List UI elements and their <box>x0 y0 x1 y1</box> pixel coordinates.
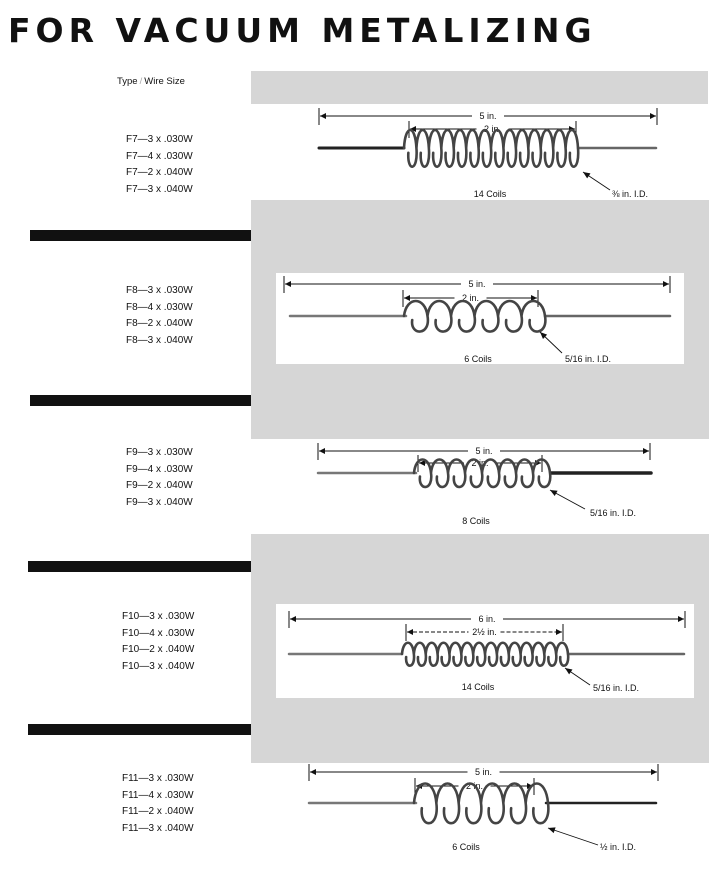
code-item: F7—2 x .040W <box>126 167 193 178</box>
filament-3-coil-dim-label: 2½ in. <box>472 627 497 637</box>
code-item: F11—4 x .030W <box>122 789 194 801</box>
filament-4-coil-count: 6 Coils <box>452 842 480 852</box>
code-item: F11—3 x .040W <box>122 822 194 834</box>
filament-2-overall-dim-arrow-left <box>319 448 325 454</box>
filament-3-coil <box>402 643 568 666</box>
filament-3-overall-dim-label: 6 in. <box>478 614 496 624</box>
code-item: F8—4 x .030W <box>126 301 193 313</box>
filament-0-inner-diameter: ⅜ in. I.D. <box>612 189 649 199</box>
code-item: F7—3 x .040W <box>126 183 193 195</box>
filament-4-inner-diameter: ½ in. I.D. <box>600 842 637 852</box>
page-title: FOR VACUUM METALIZING <box>8 11 597 50</box>
filament-1-coil-dim-arrow-left <box>404 295 410 301</box>
filament-0-overall-dim-arrow-left <box>320 113 326 119</box>
filament-2-coil-count: 8 Coils <box>462 516 490 526</box>
filament-3-id-arrowhead <box>565 668 572 674</box>
filament-3-coil-count: 14 Coils <box>461 682 495 692</box>
filament-4-id-leader <box>548 828 598 845</box>
filament-4-overall-dim-label: 5 in. <box>474 767 493 777</box>
code-item: F9—3 x .030W <box>126 447 193 458</box>
code-item: F10—3 x .030W <box>122 611 195 622</box>
code-item: F9—4 x .030W <box>126 463 193 475</box>
code-item: F9—3 x .040W <box>126 496 193 508</box>
column-header: Type / Wire Size <box>117 76 185 87</box>
code-item: F10—4 x .030W <box>122 627 195 639</box>
filament-3-coil-dim-arrow-right <box>556 629 562 635</box>
filament-1-coil-count: 6 Coils <box>464 354 492 364</box>
code-item: F8—3 x .030W <box>126 285 193 296</box>
filament-3-overall-dim-arrow-right <box>678 616 684 622</box>
filament-1-coil-dim-label: 2 in. <box>461 293 480 303</box>
filament-1-coil <box>404 301 545 332</box>
filament-1-inner-diameter: 5/16 in. I.D. <box>565 354 612 364</box>
filament-0-coil <box>404 130 578 167</box>
filament-3-inner-diameter: 5/16 in. I.D. <box>593 683 640 693</box>
code-item: F7—3 x .030W <box>126 134 193 145</box>
filament-0-coil-count: 14 Coils <box>473 189 507 199</box>
code-item: F10—3 x .040W <box>122 660 195 672</box>
filament-0-id-arrowhead <box>583 172 590 178</box>
filament-2-coil-dim-label: 2 in. <box>471 458 489 468</box>
filament-4-id-arrowhead <box>548 827 556 833</box>
filament-0-overall-dim-label: 5 in. <box>479 111 497 121</box>
filament-2-overall-dim-arrow-right <box>643 448 649 454</box>
filament-0-coil-dim-label: 2 in. <box>483 124 502 134</box>
filament-2-overall-dim-label: 5 in. <box>475 446 493 456</box>
code-item: F8—3 x .040W <box>126 334 193 346</box>
type-header: Type <box>117 76 138 87</box>
code-item: F10—2 x .040W <box>122 644 195 655</box>
code-item: F9—2 x .040W <box>126 480 193 491</box>
code-item: F11—3 x .030W <box>122 773 194 784</box>
filament-4-overall-dim-arrow-left <box>310 769 316 775</box>
filament-1-overall-dim-arrow-right <box>663 281 669 287</box>
filament-1-overall-dim-arrow-left <box>285 281 291 287</box>
code-item: F11—2 x .040W <box>122 806 194 817</box>
filament-4-coil-dim-label: 2 in. <box>465 781 484 791</box>
filament-4-overall-dim-arrow-right <box>651 769 657 775</box>
filament-1-overall-dim-label: 5 in. <box>468 279 486 289</box>
wire-size-header: Wire Size <box>144 76 185 87</box>
filament-3-coil-dim-arrow-left <box>407 629 413 635</box>
code-item: F8—2 x .040W <box>126 318 193 329</box>
filament-3-overall-dim-arrow-left <box>290 616 296 622</box>
code-item: F7—4 x .030W <box>126 150 193 162</box>
filament-0-overall-dim-arrow-right <box>650 113 656 119</box>
filament-2-inner-diameter: 5/16 in. I.D. <box>590 508 637 518</box>
